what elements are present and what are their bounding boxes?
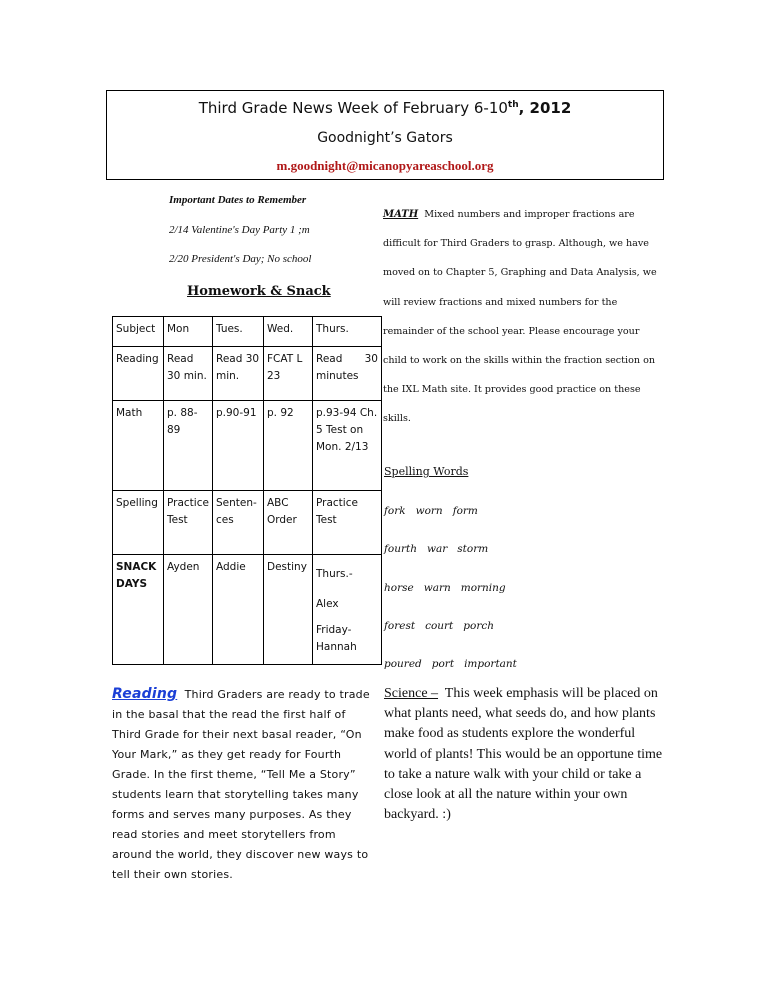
table-cell: [313, 555, 382, 665]
date-item-2: 2/20 President's Day; No school: [169, 253, 312, 265]
table-cell: p.93-94 Ch. 5 Test on Mon. 2/13: [313, 401, 382, 491]
newsletter-title: Third Grade News Week of February 6-10th, 2012: [198, 99, 572, 117]
science-section: [384, 684, 664, 825]
table-cell: SNACK DAYS: [113, 555, 164, 665]
table-cell: FCAT L 23: [264, 347, 313, 401]
table-cell: Wed.: [264, 317, 313, 347]
table-cell: Destiny: [264, 555, 313, 665]
table-cell: Tues.: [213, 317, 264, 347]
snack-thursday: Thurs.- Alex: [316, 568, 353, 610]
table-cell: Read 30 min.: [164, 347, 213, 401]
table-row: [113, 491, 382, 555]
newsletter-header: [106, 90, 664, 180]
table-cell: p. 92: [264, 401, 313, 491]
table-cell: p.90-91: [213, 401, 264, 491]
table-cell: Read 30 min.: [213, 347, 264, 401]
table-cell: Ayden: [164, 555, 213, 665]
reading-section: [112, 684, 377, 885]
table-cell: Reading: [113, 347, 164, 401]
science-text: This week emphasis will be placed on what plants need, what seeds do, and how plants make food as students explore the wonderful world of plants! This would be an opportune time to take a nature walk with your child or take a close look at all the nature within your own backyard. :): [384, 686, 663, 823]
table-cell: Practice Test: [313, 491, 382, 555]
math-section: [383, 200, 658, 434]
table-row: [113, 347, 382, 401]
table-cell: Read 30 minutes: [313, 347, 382, 401]
important-dates-heading: Important Dates to Remember: [169, 194, 307, 206]
table-row: [113, 317, 382, 347]
table-cell: Thurs.: [313, 317, 382, 347]
table-cell: Mon: [164, 317, 213, 347]
spelling-line: fourth war storm: [384, 543, 489, 555]
homework-table: [112, 316, 382, 665]
table-cell: ABC Order: [264, 491, 313, 555]
homework-snack-title: Homework & Snack: [187, 284, 331, 299]
science-label: Science –: [384, 686, 439, 701]
table-row: [113, 401, 382, 491]
class-name: Goodnight’s Gators: [317, 130, 453, 146]
spelling-line: fork worn form: [384, 505, 478, 517]
table-cell: Senten-ces: [213, 491, 264, 555]
table-cell: Subject: [113, 317, 164, 347]
reading-label: Reading: [112, 686, 178, 702]
reading-text: Third Graders are ready to trade in the basal that the read the first half of Third Grade for their next basal reader, “On Your Mark,” as they get ready for Fourth Grade. In the first theme, “Tell Me a Story” students learn that storytelling takes many forms and serves many purposes. As they read stories and meet storytellers from around the world, they discover new ways to tell their own stories.: [112, 688, 370, 881]
table-cell: Spelling: [113, 491, 164, 555]
table-cell: Math: [113, 401, 164, 491]
spelling-line: poured port important: [384, 658, 517, 670]
date-item-1: 2/14 Valentine's Day Party 1 ;m: [169, 224, 310, 236]
table-cell: Addie: [213, 555, 264, 665]
spelling-line: forest court porch: [384, 620, 494, 632]
table-row: [113, 555, 382, 665]
snack-friday: Friday- Hannah: [316, 624, 357, 653]
table-cell: p. 88-89: [164, 401, 213, 491]
teacher-email: m.goodnight@micanopyareaschool.org: [276, 158, 494, 173]
table-cell: Practice Test: [164, 491, 213, 555]
math-text: Mixed numbers and improper fractions are difficult for Third Graders to grasp. Although, we have moved on to Chapter 5, Graphing and Data Analysis, we will review fractions and mixed numbers for the remainder of the school year. Please encourage your child to work on the skills within the fraction section on the IXL Math site. It provides good practice on these skills.: [383, 209, 657, 425]
math-label: MATH: [383, 209, 419, 220]
spelling-words-title: Spelling Words: [384, 465, 469, 478]
spelling-line: horse warn morning: [384, 582, 506, 594]
